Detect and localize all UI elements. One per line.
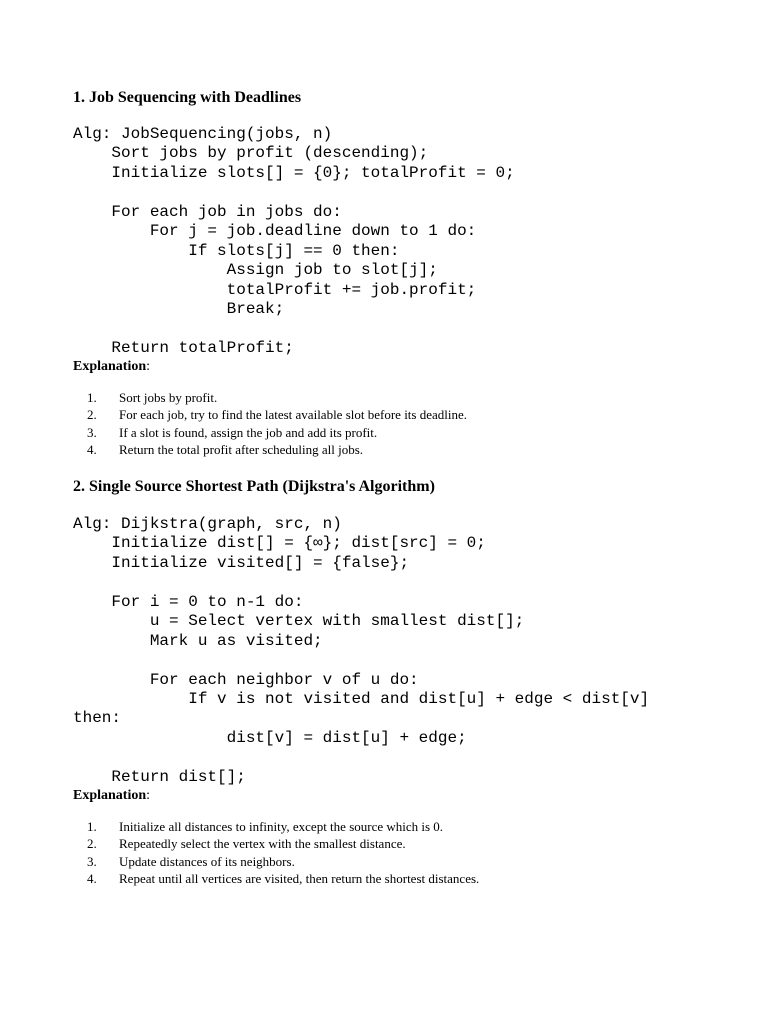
code-line: Return dist[]; [73,767,246,786]
list-item [0,406,768,423]
step-text: If a slot is found, assign the job and add its profit. [119,424,378,440]
step-number: 2. [87,407,97,423]
step-text: Update distances of its neighbors. [119,853,295,869]
step-number: 4. [87,870,97,886]
step-text: Repeatedly select the vertex with the smallest distance. [119,836,406,852]
section-2-heading: 2. Single Source Shortest Path (Dijkstra's Algorithm) [73,478,435,495]
list-item [0,441,768,458]
list-item [0,424,768,441]
code-line [73,319,515,338]
step-text: For each job, try to find the latest available slot before its deadline. [119,407,468,423]
code-line: Alg: Dijkstra(graph, src, n) [73,515,342,533]
step-text: Repeat until all vertices are visited, then return the shortest distances. [119,870,480,886]
step-number: 1. [87,390,97,405]
code-line [73,651,649,670]
code-line: Sort jobs by profit (descending); [73,144,429,163]
section-2-steps-list [0,818,768,887]
list-item [0,389,768,406]
list-item [0,835,768,852]
code-line: For each neighbor v of u do: [73,670,419,689]
code-line: Return totalProfit; [73,338,294,357]
code-line [73,748,649,767]
explanation-colon: : [146,788,151,803]
code-line: For i = 0 to n-1 do: [73,592,304,611]
code-line: Assign job to slot[j]; [73,261,438,280]
code-line: Break; [73,299,285,318]
code-line: For each job in jobs do: [73,202,342,221]
explanation-label: Explanation [73,359,147,374]
code-line [73,573,649,592]
code-line: For j = job.deadline down to 1 do: [73,222,477,241]
code-line: then: [73,709,122,728]
step-number: 2. [87,836,97,852]
step-number: 3. [87,853,97,869]
step-number: 4. [87,441,97,457]
step-text: Initialize all distances to infinity, except the source which is 0. [119,819,444,834]
code-line: Initialize visited[] = {false}; [73,553,410,572]
section-1-pseudocode [73,125,515,358]
section-2-pseudocode [73,515,649,787]
step-text: Sort jobs by profit. [119,390,218,405]
code-line: u = Select vertex with smallest dist[]; [73,612,525,631]
code-line [73,183,515,202]
section-1-steps-list [0,389,768,458]
code-line: totalProfit += job.profit; [73,280,477,299]
section-1-explanation-label [73,358,150,375]
list-item [0,818,768,835]
list-item [0,853,768,870]
list-item [0,870,768,887]
explanation-colon: : [146,359,151,374]
code-line: Initialize dist[] = {∞}; dist[src] = 0; [73,534,486,553]
code-line: Alg: JobSequencing(jobs, n) [73,125,333,143]
explanation-label: Explanation [73,788,147,803]
code-line: If slots[j] == 0 then: [73,241,400,260]
step-number: 3. [87,424,97,440]
code-line: Initialize slots[] = {0}; totalProfit = 0; [73,163,515,182]
step-text: Return the total profit after scheduling all jobs. [119,441,364,457]
step-number: 1. [87,819,97,834]
section-1-heading: 1. Job Sequencing with Deadlines [73,89,302,106]
code-line: If v is not visited and dist[u] + edge < dist[v] [73,689,650,708]
section-2-explanation-label [73,787,150,804]
code-line: Mark u as visited; [73,631,323,650]
code-line: dist[v] = dist[u] + edge; [73,728,467,747]
